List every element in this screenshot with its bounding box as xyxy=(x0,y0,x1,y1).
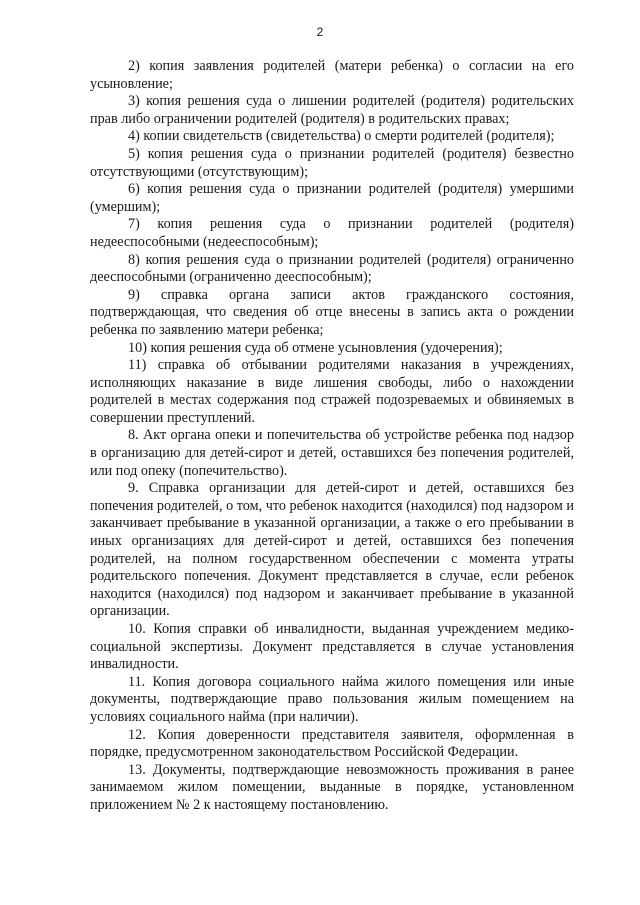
list-item-8: 8) копия решения суда о признании родителей (родителя) ограниченно дееспособными (ограниченно дееспособным); xyxy=(90,251,574,286)
section-12: 12. Копия доверенности представителя заявителя, оформленная в порядке, предусмотренном законодательством Российской Федерации. xyxy=(90,726,574,761)
list-item-11: 11) справка об отбывании родителями наказания в учреждениях, исполняющих наказание в виде лишения свободы, либо о нахождении родителей в местах содержания под стражей подозреваемых и обвиняемых в совершении преступлений. xyxy=(90,357,574,426)
list-item-9: 9) справка органа записи актов гражданского состояния, подтверждающая, что сведения об отце внесены в запись акта о рождении ребенка по заявлению матери ребенка; xyxy=(90,286,574,338)
list-item-5: 5) копия решения суда о признании родителей (родителя) безвестно отсутствующими (отсутствующим); xyxy=(90,145,574,180)
list-item-10: 10) копия решения суда об отмене усыновления (удочерения); xyxy=(128,339,503,356)
section-10: 10. Копия справки об инвалидности, выданная учреждением медико-социальной экспертизы. Документ представляется в случае установления инвалидности. xyxy=(90,621,574,673)
section-13: 13. Документы, подтверждающие невозможность проживания в ранее занимаемом жилом помещении, выданные в порядке, установленном приложением № 2 к настоящему постановлению. xyxy=(90,761,574,813)
section-11: 11. Копия договора социального найма жилого помещения или иные документы, подтверждающие право пользования жилым помещением на условиях социального найма (при наличии). xyxy=(90,673,574,725)
list-item-2: 2) копия заявления родителей (матери ребенка) о согласии на его усыновление; xyxy=(90,58,574,92)
list-item-3: 3) копия решения суда о лишении родителей (родителя) родительских прав либо ограничении родителей (родителя) в родительских правах; xyxy=(90,93,574,127)
list-item-6: 6) копия решения суда о признании родителей (родителя) умершими (умершим); xyxy=(90,181,574,215)
list-item-4: 4) копии свидетельств (свидетельства) о смерти родителей (родителя); xyxy=(128,128,555,145)
section-9: 9. Справка организации для детей-сирот и детей, оставшихся без попечения родителей, о том, что ребенок находится (находился) под надзором и заканчивает пребывание в указанной организации, а также о его пребывании в иных организациях для детей-сирот и детей, оставшихся без попечения родителей, на полном государственном обеспечении с момента утраты родительского попечения. Документ представляется в случае, если ребенок находится (находился) под надзором и заканчивает пребывание в указанной организации. xyxy=(90,480,574,620)
document-body xyxy=(90,58,574,815)
page-number: 2 xyxy=(316,25,324,39)
list-item-7: 7) копия решения суда о признании родителей (родителя) недееспособными (недееспособным); xyxy=(90,216,574,250)
section-8: 8. Акт органа опеки и попечительства об устройстве ребенка под надзор в организацию для детей-сирот и детей, оставшихся без попечения родителей, или под опеку (попечительство). xyxy=(90,427,574,479)
